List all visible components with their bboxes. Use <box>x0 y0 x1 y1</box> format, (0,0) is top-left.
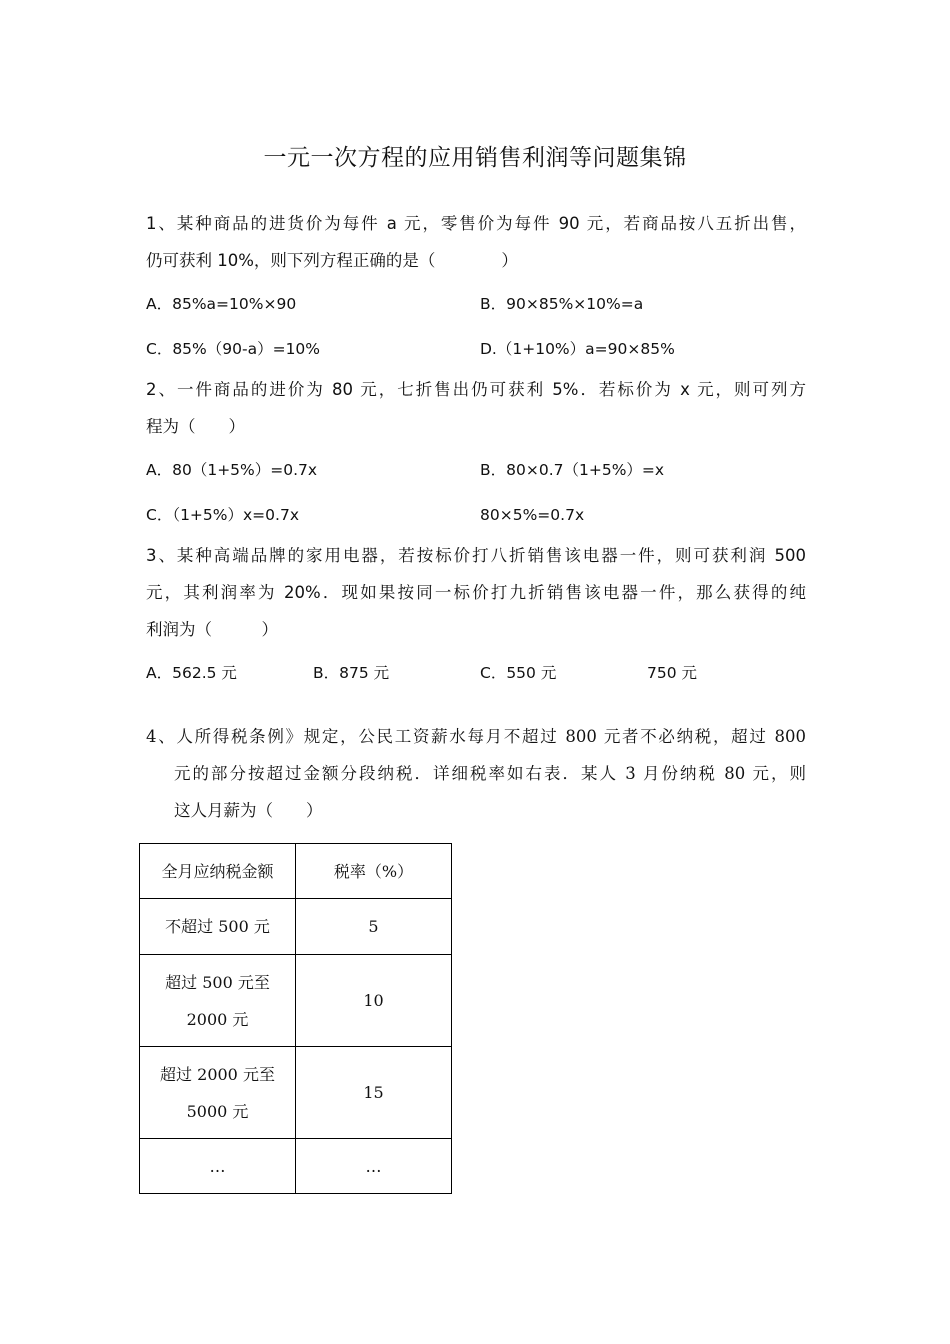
question-2-option-a: A．80（1+5%）=0.7x <box>146 461 318 479</box>
table-cell-range <box>140 899 296 955</box>
question-3-line-1: 3、某种高端品牌的家用电器，若按标价打八折销售该电器一件，则可获利润 500 <box>146 546 806 565</box>
range-text-line-2: 5000 元 <box>186 1101 249 1121</box>
question-2-line-2: 程为（ ） <box>146 417 245 436</box>
question-1-option-b: B．90×85%×10%=a <box>480 295 644 313</box>
table-cell-rate: … <box>296 1139 452 1194</box>
table-cell-range <box>140 955 296 1047</box>
question-2-line-1: 2、一件商品的进价为 80 元，七折售出仍可获利 5%．若标价为 x 元，则可列方 <box>146 380 806 399</box>
question-4-line-1: 4、人所得税条例》规定，公民工资薪水每月不超过 800 元者不必纳税，超过 800 <box>146 727 806 746</box>
question-3-option-d: 750 元 <box>647 664 698 682</box>
question-1-option-a: A．85%a=10%×90 <box>146 295 297 313</box>
range-text: 不超过 500 元 <box>165 917 270 936</box>
range-text-line-2: 2000 元 <box>186 1009 249 1029</box>
question-2-option-c: C．（1+5%）x=0.7x <box>146 506 299 524</box>
question-3-line-2: 元，其利润率为 20%．现如果按同一标价打九折销售该电器一件，那么获得的纯 <box>146 583 806 602</box>
table-row <box>140 1139 452 1194</box>
table-cell-range <box>140 1047 296 1139</box>
page-title: 一元一次方程的应用销售利润等问题集锦 <box>263 145 687 171</box>
question-3-option-b: B．875 元 <box>313 664 390 682</box>
question-3-option-c: C．550 元 <box>480 664 557 682</box>
question-3-option-a: A．562.5 元 <box>146 664 237 682</box>
question-4-line-2: 元的部分按超过金额分段纳税．详细税率如右表．某人 3 月份纳税 80 元，则 <box>174 764 806 783</box>
range-text-line-1: 超过 2000 元至 <box>160 1064 275 1084</box>
table-header-rate: 税率（%） <box>296 844 452 899</box>
tax-rate-table <box>139 843 452 1194</box>
question-4-line-3: 这人月薪为（ ） <box>174 801 323 820</box>
table-cell-rate: 10 <box>296 955 452 1047</box>
table-cell-rate: 15 <box>296 1047 452 1139</box>
range-text: … <box>209 1156 226 1176</box>
table-row <box>140 1047 452 1139</box>
table-cell-rate: 5 <box>296 899 452 955</box>
range-text-line-1: 超过 500 元至 <box>165 972 270 992</box>
table-row <box>140 899 452 955</box>
table-cell-range <box>140 1139 296 1194</box>
question-1-option-d: D.（1+10%）a=90×85% <box>480 340 675 358</box>
table-row <box>140 955 452 1047</box>
question-1-option-c: C．85%（90-a）=10% <box>146 340 321 358</box>
question-2-option-d: 80×5%=0.7x <box>480 506 585 524</box>
question-3-line-3: 利润为（ ） <box>146 620 278 639</box>
table-header-amount: 全月应纳税金额 <box>140 844 296 899</box>
table-header-row <box>140 844 452 899</box>
question-2-option-b: B．80×0.7（1+5%）=x <box>480 461 665 479</box>
question-1-line-2: 仍可获利 10%，则下列方程正确的是（ ） <box>146 251 518 270</box>
question-1-line-1: 1、某种商品的进货价为每件 a 元，零售价为每件 90 元，若商品按八五折出售， <box>146 214 806 233</box>
